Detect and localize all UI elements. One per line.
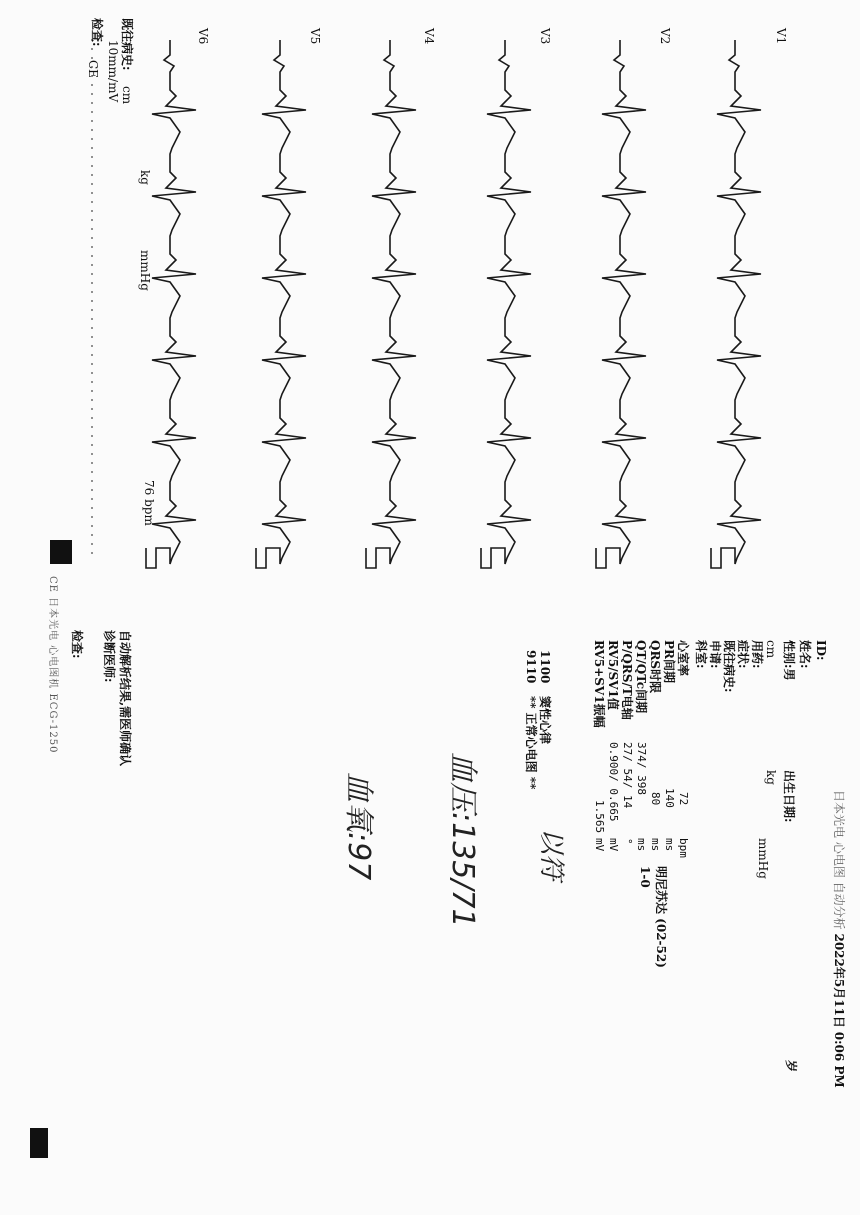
report-datetime <box>832 790 846 1088</box>
dotted-line-dot <box>91 309 93 311</box>
dotted-line-dot <box>91 372 93 374</box>
drug-label: 用药: <box>750 640 764 669</box>
measure-unit-0: bpm <box>677 838 690 858</box>
dotted-line-dot <box>91 318 93 320</box>
history-label: 既往病史: <box>120 18 134 71</box>
dotted-line-dot <box>91 210 93 212</box>
measure-value-4: 27/ 54/ 14 <box>621 742 634 809</box>
dotted-line-dot <box>91 390 93 392</box>
checker-label: 检查: <box>70 630 84 659</box>
lead-v1-label: V1 <box>774 28 788 45</box>
dotted-line-dot <box>91 525 93 527</box>
dept-label: 科室: <box>694 640 708 669</box>
handwritten-bp: 血压:135/71 <box>445 752 480 928</box>
measure-unit-5: mV <box>607 838 620 852</box>
dotted-line-dot <box>91 219 93 221</box>
dotted-line-dot <box>91 273 93 275</box>
dotted-line-dot <box>91 507 93 509</box>
lead-trace-v2 <box>596 40 646 568</box>
mmhg-unit-report: mmHg <box>756 838 770 879</box>
report-date: 2022年5月11日 <box>832 933 846 1028</box>
diagnosis-1 <box>538 650 552 744</box>
dotted-line-dot <box>91 471 93 473</box>
dotted-line-dot <box>91 282 93 284</box>
dotted-line-dot <box>91 156 93 158</box>
lead-v3-label: V3 <box>538 28 552 45</box>
dotted-line-dot <box>91 165 93 167</box>
history-label-report: 既往病史: <box>722 640 736 693</box>
dotted-line-dot <box>91 192 93 194</box>
dotted-line-dot <box>91 444 93 446</box>
dotted-line-dot <box>91 534 93 536</box>
dotted-line-dot <box>91 516 93 518</box>
footer-line: CE 日本光电 心电图机 ECG-1250 <box>47 576 58 754</box>
dotted-line-dot <box>91 237 93 239</box>
handwritten-sign: 以符 <box>536 828 566 881</box>
handwritten-sat: 血氧:97 <box>341 772 376 881</box>
application-label: 申请: <box>708 640 722 669</box>
dotted-line-dot <box>91 57 93 59</box>
filter-label: 明尼苏达 (02-52) <box>654 866 668 968</box>
cm-unit: cm <box>120 86 134 105</box>
dotted-line-dot <box>91 354 93 356</box>
diag-text-1: 窦性心律 <box>538 695 552 744</box>
dotted-line-dot <box>91 435 93 437</box>
alignment-mark-bottom <box>30 1128 48 1158</box>
lead-trace-v5 <box>256 40 306 568</box>
age-unit: 岁 <box>784 1060 798 1073</box>
dotted-line-dot <box>91 426 93 428</box>
dotted-line-dot <box>91 336 93 338</box>
dotted-line-dot <box>91 480 93 482</box>
measure-unit-6: mV <box>593 838 606 852</box>
dotted-line-dot <box>91 228 93 230</box>
dotted-line-dot <box>91 93 93 95</box>
dotted-line-dot <box>91 543 93 545</box>
code-label: 1-0 <box>638 866 652 888</box>
report-time: 0:06 PM <box>832 1031 846 1088</box>
sex-label: 性别: <box>782 640 796 669</box>
device-line: 日本光电 心电图 自动分析 <box>832 790 846 930</box>
dotted-line-dot <box>91 111 93 113</box>
kg-unit: kg <box>138 170 152 185</box>
measure-label-4: P/QRS/T电轴 <box>620 640 634 720</box>
measure-value-5: 0.900/ 0.665 <box>607 742 620 822</box>
dotted-line-dot <box>91 381 93 383</box>
sex-value: 男 <box>782 668 796 681</box>
dotted-line-dot <box>91 489 93 491</box>
measure-label-5: RV5/SV1值 <box>606 640 620 710</box>
dotted-line-dot <box>91 300 93 302</box>
dotted-line-dot <box>91 147 93 149</box>
ce-mark-top: CE <box>86 60 100 78</box>
physician-label: 诊断医师: <box>102 630 116 683</box>
measure-label-2: QRS时限 <box>648 640 662 694</box>
measure-unit-2: ms <box>649 838 662 852</box>
measure-unit-1: ms <box>663 838 676 852</box>
dotted-line-dot <box>91 129 93 131</box>
dotted-line-dot <box>91 120 93 122</box>
name-label: 姓名: <box>798 640 812 669</box>
measure-value-3: 374/ 398 <box>635 742 648 795</box>
measure-value-1: 140 <box>663 788 676 808</box>
lead-trace-v3 <box>481 40 531 568</box>
dotted-line-dot <box>91 327 93 329</box>
lead-v6-label: V6 <box>196 28 210 45</box>
birth-label: 出生日期: <box>782 770 796 823</box>
diag-code-2: 9110 <box>524 650 538 684</box>
measure-value-2: 80 <box>649 792 662 806</box>
id-label: ID: <box>814 640 828 661</box>
dotted-line-dot <box>91 399 93 401</box>
sex-row <box>782 640 796 680</box>
heart-rate-reading: 76 bpm <box>142 480 156 526</box>
dotted-line-dot <box>91 498 93 500</box>
dotted-line-dot <box>91 363 93 365</box>
measure-value-6: 1.565 <box>593 800 606 834</box>
diagnosis-2 <box>524 650 538 789</box>
alignment-mark-top <box>50 540 72 564</box>
dotted-line-dot <box>91 264 93 266</box>
gain-label: 10mm/mV <box>106 40 120 103</box>
kg-unit-report: kg <box>764 770 778 785</box>
dotted-line-dot <box>91 183 93 185</box>
dotted-line-dot <box>91 255 93 257</box>
dotted-line-dot <box>91 291 93 293</box>
lead-trace-v4 <box>366 40 416 568</box>
dotted-line-dot <box>91 453 93 455</box>
measure-label-1: PR间期 <box>662 640 676 683</box>
dotted-line-dot <box>91 174 93 176</box>
measure-value-0: 72 <box>677 792 690 806</box>
cm-unit-report: cm <box>764 640 778 659</box>
lead-trace-v1 <box>711 40 761 568</box>
lead-v4-label: V4 <box>422 28 436 45</box>
dotted-line-dot <box>91 417 93 419</box>
measure-label-6: RV5+SV1振幅 <box>592 640 606 728</box>
lead-v5-label: V5 <box>308 28 322 45</box>
dotted-line-dot <box>91 102 93 104</box>
dotted-line-dot <box>91 408 93 410</box>
measure-label-0: 心室率 <box>676 640 690 677</box>
measure-unit-4: ° <box>621 838 634 845</box>
symptom-label: 症状: <box>736 640 750 669</box>
measure-label-3: QT/QTc间期 <box>634 640 648 714</box>
dotted-line-dot <box>91 201 93 203</box>
dotted-line-dot <box>91 84 93 86</box>
dotted-line-dot <box>91 552 93 554</box>
dotted-line-dot <box>91 48 93 50</box>
mmhg-unit: mmHg <box>138 250 152 291</box>
diag-text-2: ** 正常心电图 ** <box>524 695 538 790</box>
measure-unit-3: ms <box>635 838 648 852</box>
lead-v2-label: V2 <box>658 28 672 45</box>
dotted-line-dot <box>91 246 93 248</box>
dotted-line-dot <box>91 345 93 347</box>
dotted-line-dot <box>91 138 93 140</box>
checker-label-top: 检查: <box>90 18 104 47</box>
auto-analysis-note: 自动解析结果,需医师确认 <box>118 630 132 767</box>
dotted-line-dot <box>91 462 93 464</box>
diag-code-1: 1100 <box>538 650 552 684</box>
